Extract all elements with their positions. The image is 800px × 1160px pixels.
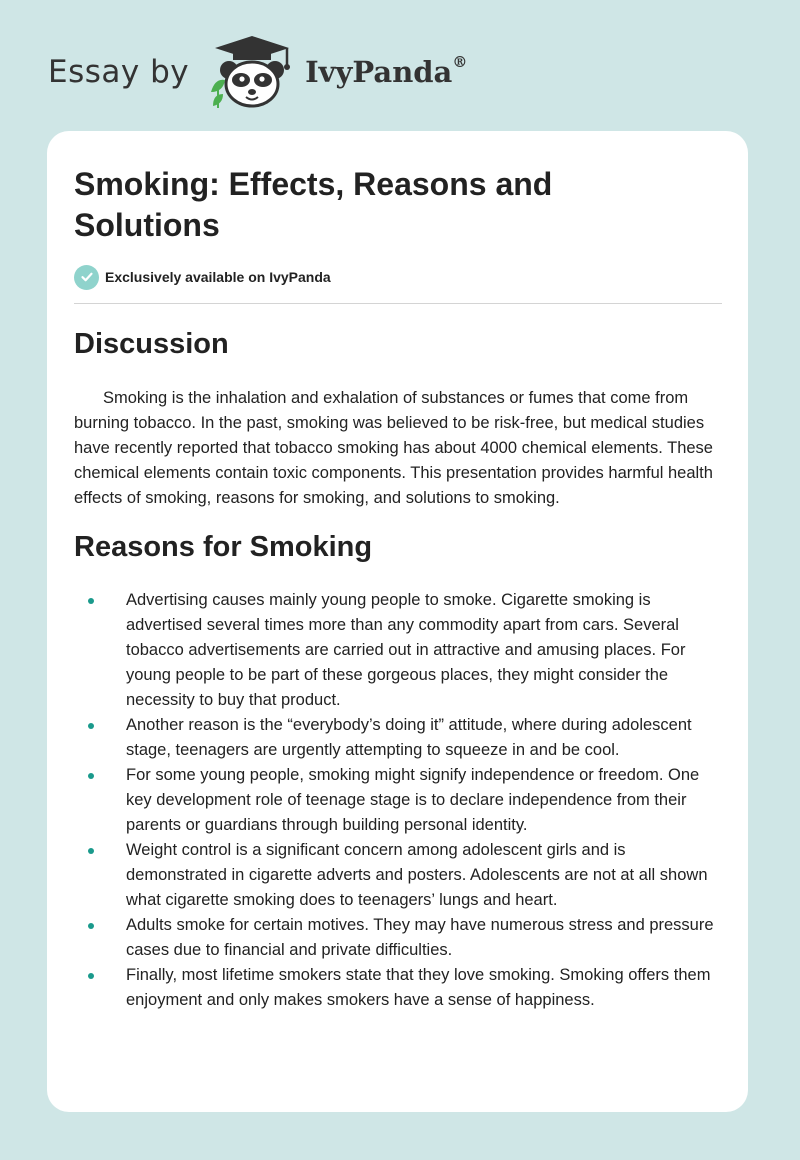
essay-by-label: Essay by <box>48 54 190 90</box>
list-item <box>74 963 724 1013</box>
list-item-text: Another reason is the “everybody’s doing it” attitude, where during adolescent stage, teenagers are urgently attempting to squeeze in and be cool. <box>126 716 692 759</box>
site-header <box>48 34 467 110</box>
list-item <box>74 838 724 913</box>
bullet-icon <box>88 598 94 604</box>
divider <box>74 303 722 304</box>
list-item-text: Advertising causes mainly young people to smoke. Cigarette smoking is advertised several times more than any commodity apart from cars. Several tobacco advertisements are carried out in attractive and amusing places. For young people to be part of these gorgeous places, they might consider the necessity to buy that product. <box>126 591 686 709</box>
list-item <box>74 913 724 963</box>
exclusive-badge <box>74 263 331 291</box>
brand-text: IvyPanda <box>305 55 453 89</box>
bullet-icon <box>88 848 94 854</box>
bullet-icon <box>88 723 94 729</box>
registered-mark: ® <box>452 53 468 72</box>
exclusive-label: Exclusively available on IvyPanda <box>105 269 331 285</box>
panda-graduate-logo-icon <box>207 34 297 110</box>
list-item-text: For some young people, smoking might signify independence or freedom. One key development role of teenage stage is to declare independence from their parents or guardians through building personal identity. <box>126 766 700 834</box>
list-item <box>74 588 724 713</box>
brand-name[interactable] <box>305 55 467 89</box>
essay-card <box>47 131 748 1112</box>
bullet-icon <box>88 773 94 779</box>
bullet-icon <box>88 923 94 929</box>
page-title: Smoking: Effects, Reasons and Solutions <box>74 166 553 243</box>
list-item <box>74 763 724 838</box>
list-item-text: Adults smoke for certain motives. They may have numerous stress and pressure cases due to financial and private difficulties. <box>126 916 714 959</box>
section-heading-reasons: Reasons for Smoking <box>74 531 373 563</box>
check-circle-icon <box>74 265 99 290</box>
reasons-list <box>74 588 724 1013</box>
discussion-paragraph: Smoking is the inhalation and exhalation of substances or fumes that come from burning tobacco. In the past, smoking was believed to be risk-free, but medical studies have recently reported that tobacco smoking has about 4000 chemical elements. These chemical elements contain toxic components. This presentation provides harmful health effects of smoking, reasons for smoking, and solutions to smoking. <box>74 389 713 507</box>
list-item-text: Finally, most lifetime smokers state that they love smoking. Smoking offers them enjoyment and only makes smokers have a sense of happiness. <box>126 966 711 1009</box>
list-item <box>74 713 724 763</box>
list-item-text: Weight control is a significant concern among adolescent girls and is demonstrated in cigarette adverts and posters. Adolescents are not at all shown what cigarette smoking does to teenagers’ lungs and heart. <box>126 841 708 909</box>
section-heading-discussion: Discussion <box>74 328 229 360</box>
bullet-icon <box>88 973 94 979</box>
